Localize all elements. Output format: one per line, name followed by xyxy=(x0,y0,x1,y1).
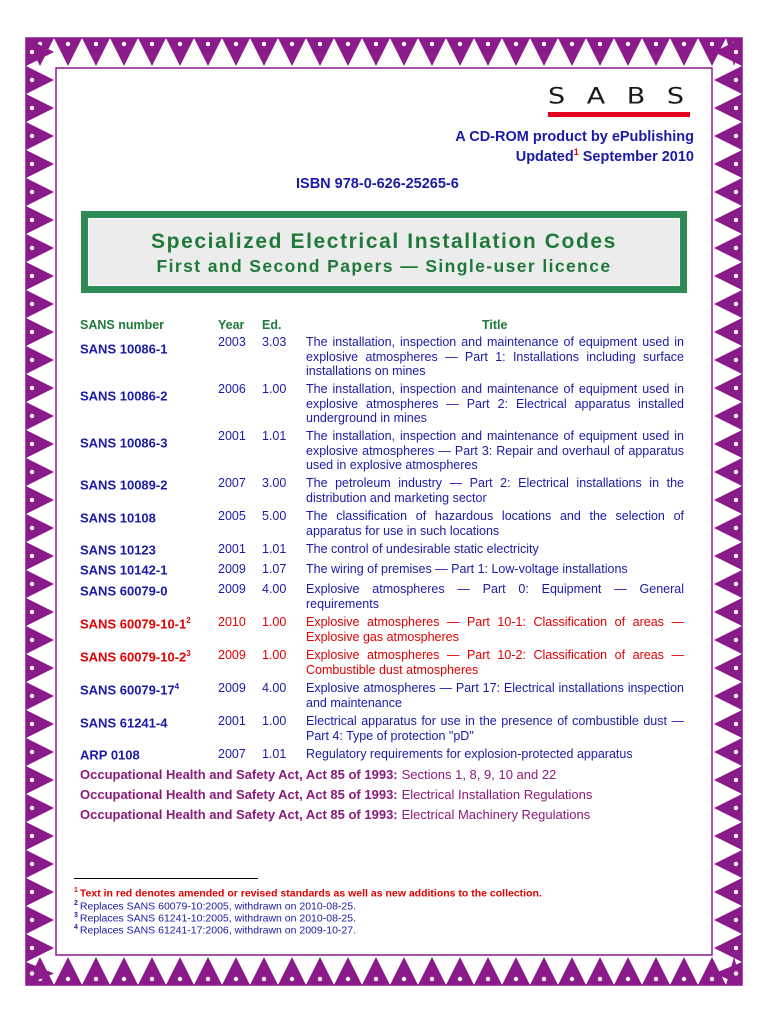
footnote-text: Replaces SANS 61241-17:2006, withdrawn on 2009-10-27. xyxy=(79,924,357,937)
border-dot xyxy=(374,42,378,46)
act-detail: Electrical Installation Regulations xyxy=(401,787,593,802)
border-dot xyxy=(734,722,738,726)
border-dot xyxy=(734,274,738,278)
sans-number-text: SANS 10086-3 xyxy=(80,435,168,451)
border-dot xyxy=(346,977,350,981)
year: 2001 xyxy=(218,542,246,556)
border-dot xyxy=(734,666,738,670)
border-dot xyxy=(734,78,738,82)
act-name: Occupational Health and Safety Act, Act 85 of 1993: xyxy=(80,767,398,782)
edition: 1.00 xyxy=(262,714,287,728)
border-dot xyxy=(262,42,266,46)
standard-title: The petroleum industry — Part 2: Electrical installations in the distribution and marketing sector xyxy=(306,476,684,505)
border-dot xyxy=(654,42,658,46)
border-dot xyxy=(346,42,350,46)
sans-number xyxy=(80,388,167,403)
sans-number-text: SANS 10108 xyxy=(80,510,156,526)
year: 2009 xyxy=(218,648,246,662)
border-dot xyxy=(734,946,738,950)
border-dot xyxy=(30,50,34,54)
border-dot xyxy=(30,610,34,614)
border-dot xyxy=(570,977,574,981)
sabs-logo-bar xyxy=(548,112,690,117)
updated-line xyxy=(516,147,694,165)
standard-title: Regulatory requirements for explosion-protected apparatus xyxy=(306,747,633,761)
border-dot xyxy=(734,750,738,754)
border-dot xyxy=(290,977,294,981)
border-dot xyxy=(514,977,518,981)
standard-title: Explosive atmospheres — Part 10-2: Classification of areas — Combustible dust atmospheres xyxy=(306,648,684,677)
border-dot xyxy=(66,42,70,46)
border-dot xyxy=(734,610,738,614)
border-dot xyxy=(30,666,34,670)
footnote-text: Replaces SANS 61241-10:2005, withdrawn on 2010-08-25. xyxy=(79,912,357,925)
border-dot xyxy=(30,862,34,866)
footnote-4 xyxy=(74,922,356,937)
standard-title: The installation, inspection and maintenance of equipment used in explosive atmospheres — Part 1: Installations including surface installations on mines xyxy=(306,335,684,378)
border-dot xyxy=(458,977,462,981)
sabs-logo xyxy=(548,84,690,117)
act-name: Occupational Health and Safety Act, Act 85 of 1993: xyxy=(80,807,398,822)
updated-prefix: Updated xyxy=(515,148,574,165)
border-dot xyxy=(402,42,406,46)
border-dot xyxy=(30,498,34,502)
publisher-line: A CD-ROM product by ePublishing xyxy=(455,129,694,145)
border-dot xyxy=(318,977,322,981)
border-dot xyxy=(94,977,98,981)
border-dot xyxy=(30,554,34,558)
border-dot xyxy=(234,42,238,46)
sans-number-text: SANS 61241-4 xyxy=(80,715,168,731)
border-dot xyxy=(30,778,34,782)
edition: 1.00 xyxy=(262,382,287,396)
footnote-separator xyxy=(74,878,258,879)
title-box-inner xyxy=(88,218,680,286)
border-dot xyxy=(150,977,154,981)
act-name: Occupational Health and Safety Act, Act 85 of 1993: xyxy=(80,787,398,802)
footnote-mark: 3 xyxy=(74,912,78,919)
border-dot xyxy=(734,971,738,975)
border-dot xyxy=(30,946,34,950)
border-dot xyxy=(30,274,34,278)
border-dot xyxy=(734,806,738,810)
sans-number xyxy=(80,583,167,598)
border-dot xyxy=(542,977,546,981)
border-dot xyxy=(734,190,738,194)
edition: 1.01 xyxy=(262,429,287,443)
border-dot xyxy=(734,302,738,306)
year: 2001 xyxy=(218,714,246,728)
border-dot xyxy=(682,977,686,981)
year: 2006 xyxy=(218,382,246,396)
border-dot xyxy=(30,971,34,975)
border-dot xyxy=(654,977,658,981)
border-dot xyxy=(30,218,34,222)
edition: 1.00 xyxy=(262,648,287,662)
sabs-logo-letters xyxy=(548,84,690,110)
logo-letter: S xyxy=(666,83,690,110)
updated-date: September 2010 xyxy=(578,148,694,165)
collection-subtitle: First and Second Papers — Single-user licence xyxy=(156,256,612,276)
sans-number xyxy=(80,715,167,730)
border-dot xyxy=(486,42,490,46)
sans-number-text: SANS 60079-10-2 xyxy=(80,649,187,665)
footnote-mark: 2 xyxy=(74,900,78,907)
edition: 1.01 xyxy=(262,747,287,761)
border-dot xyxy=(734,386,738,390)
border-dot xyxy=(30,806,34,810)
border-dot xyxy=(178,977,182,981)
border-dot xyxy=(30,162,34,166)
border-dot xyxy=(30,134,34,138)
border-dot xyxy=(30,442,34,446)
standard-title: Explosive atmospheres — Part 17: Electrical installations inspection and maintenance xyxy=(306,681,684,710)
border-dot xyxy=(430,42,434,46)
border-dot xyxy=(734,554,738,558)
border-dot xyxy=(206,42,210,46)
isbn: ISBN 978-0-626-25265-6 xyxy=(296,176,459,192)
year: 2009 xyxy=(218,582,246,596)
footnote-ref: 3 xyxy=(186,649,191,658)
border-dot xyxy=(30,246,34,250)
border-dot xyxy=(734,834,738,838)
act-detail: Electrical Machinery Regulations xyxy=(401,807,591,822)
border-dot xyxy=(734,414,738,418)
sans-number xyxy=(80,682,179,697)
border-dot xyxy=(206,977,210,981)
sans-number-text: SANS 60079-0 xyxy=(80,583,168,599)
border-dot xyxy=(626,977,630,981)
border-dot xyxy=(734,106,738,110)
border-dot xyxy=(710,977,714,981)
border-dot xyxy=(234,977,238,981)
border-dot xyxy=(626,42,630,46)
edition: 1.00 xyxy=(262,615,287,629)
header-year: Year xyxy=(218,318,245,332)
sans-number-text: SANS 10123 xyxy=(80,542,156,558)
sans-number-text: ARP 0108 xyxy=(80,747,140,763)
border-dot xyxy=(682,42,686,46)
footnote-text: Text in red denotes amended or revised standards as well as new additions to the collection. xyxy=(79,887,542,900)
collection-title: Specialized Electrical Installation Codes xyxy=(151,230,617,253)
logo-letter: B xyxy=(626,83,652,110)
sans-number xyxy=(80,616,191,631)
sans-number xyxy=(80,562,167,577)
header-sans-number: SANS number xyxy=(80,318,165,332)
footnote-mark: 1 xyxy=(74,887,78,894)
border-dot xyxy=(570,42,574,46)
border-dot xyxy=(30,750,34,754)
sans-number-text: SANS 10089-2 xyxy=(80,477,168,493)
border-dot xyxy=(94,42,98,46)
year: 2010 xyxy=(218,615,246,629)
border-dot xyxy=(290,42,294,46)
standard-title: Explosive atmospheres — Part 0: Equipment — General requirements xyxy=(306,582,684,611)
footnote-ref: 4 xyxy=(174,682,180,691)
border-dot xyxy=(30,638,34,642)
border-dot xyxy=(514,42,518,46)
edition: 3.03 xyxy=(262,335,287,349)
border-dot xyxy=(542,42,546,46)
edition: 4.00 xyxy=(262,681,287,695)
sans-number xyxy=(80,510,156,525)
border-dot xyxy=(150,42,154,46)
border-dot xyxy=(30,302,34,306)
header-title: Title xyxy=(482,318,508,332)
border-dot xyxy=(734,638,738,642)
sans-number-text: SANS 10086-2 xyxy=(80,388,168,404)
act-row xyxy=(80,807,590,822)
border-dot xyxy=(30,890,34,894)
border-dot xyxy=(734,890,738,894)
border-dot xyxy=(598,42,602,46)
border-dot xyxy=(430,977,434,981)
border-dot xyxy=(30,190,34,194)
act-row xyxy=(80,787,592,802)
border-dot xyxy=(30,526,34,530)
standard-title: The wiring of premises — Part 1: Low-voltage installations xyxy=(306,562,628,576)
edition: 4.00 xyxy=(262,582,287,596)
sans-number xyxy=(80,341,167,356)
border-dot xyxy=(30,330,34,334)
border-dot xyxy=(486,977,490,981)
border-dot xyxy=(30,918,34,922)
border-dot xyxy=(262,977,266,981)
year: 2009 xyxy=(218,681,246,695)
footnote-text: Replaces SANS 60079-10:2005, withdrawn on 2010-08-25. xyxy=(79,900,357,913)
border-dot xyxy=(734,498,738,502)
year: 2003 xyxy=(218,335,246,349)
year: 2007 xyxy=(218,476,246,490)
border-dot xyxy=(734,694,738,698)
border-dot xyxy=(30,470,34,474)
sans-number-text: SANS 60079-10-1 xyxy=(80,616,187,632)
year: 2009 xyxy=(218,562,246,576)
edition: 3.00 xyxy=(262,476,287,490)
year: 2007 xyxy=(218,747,246,761)
border-dot xyxy=(734,50,738,54)
border-dot xyxy=(30,386,34,390)
border-dot xyxy=(734,582,738,586)
border-dot xyxy=(734,442,738,446)
year: 2001 xyxy=(218,429,246,443)
sans-number-text: SANS 10142-1 xyxy=(80,562,168,578)
border-dot xyxy=(734,862,738,866)
border-dot xyxy=(734,470,738,474)
border-dot xyxy=(734,778,738,782)
sans-number-text: SANS 10086-1 xyxy=(80,341,168,357)
border-dot xyxy=(30,834,34,838)
title-box xyxy=(81,211,687,293)
border-dot xyxy=(178,42,182,46)
border-dot xyxy=(30,78,34,82)
year: 2005 xyxy=(218,509,246,523)
border-dot xyxy=(734,526,738,530)
act-row xyxy=(80,767,556,782)
border-dot xyxy=(66,977,70,981)
border-dot xyxy=(374,977,378,981)
border-dot xyxy=(734,918,738,922)
logo-letter: A xyxy=(586,83,612,110)
border-dot xyxy=(318,42,322,46)
standard-title: Electrical apparatus for use in the presence of combustible dust — Part 4: Type of protection "pD" xyxy=(306,714,684,743)
border-dot xyxy=(458,42,462,46)
logo-letter: S xyxy=(548,83,572,110)
footnote-ref-1: 1 xyxy=(573,147,579,157)
border-dot xyxy=(30,722,34,726)
act-detail: Sections 1, 8, 9, 10 and 22 xyxy=(401,767,557,782)
header-edition: Ed. xyxy=(262,318,282,332)
sans-number-text: SANS 60079-17 xyxy=(80,682,175,698)
border-dot xyxy=(734,162,738,166)
border-dot xyxy=(30,358,34,362)
border-dot xyxy=(734,330,738,334)
standard-title: The control of undesirable static electricity xyxy=(306,542,539,556)
border-dot xyxy=(734,218,738,222)
edition: 5.00 xyxy=(262,509,287,523)
border-dot xyxy=(734,246,738,250)
footnote-ref: 2 xyxy=(186,616,191,625)
sans-number xyxy=(80,542,156,557)
border-dot xyxy=(122,42,126,46)
edition: 1.07 xyxy=(262,562,287,576)
edition: 1.01 xyxy=(262,542,287,556)
border-dot xyxy=(734,358,738,362)
sans-number xyxy=(80,747,140,762)
standard-title: Explosive atmospheres — Part 10-1: Classification of areas — Explosive gas atmospheres xyxy=(306,615,684,644)
sans-number xyxy=(80,477,167,492)
standard-title: The classification of hazardous locations and the selection of apparatus for use in such locations xyxy=(306,509,684,538)
footnote-mark: 4 xyxy=(74,924,78,931)
border-dot xyxy=(30,414,34,418)
border-dot xyxy=(30,106,34,110)
standard-title: The installation, inspection and maintenance of equipment used in explosive atmospheres — Part 2: Electrical apparatus installed underground in mines xyxy=(306,382,684,425)
border-dot xyxy=(122,977,126,981)
border-dot xyxy=(598,977,602,981)
border-dot xyxy=(30,694,34,698)
border-dot xyxy=(734,134,738,138)
border-dot xyxy=(402,977,406,981)
sans-number xyxy=(80,435,167,450)
standard-title: The installation, inspection and maintenance of equipment used in explosive atmospheres — Part 3: Repair and overhaul of apparatus used in explosive atmospheres xyxy=(306,429,684,472)
sans-number xyxy=(80,649,191,664)
border-dot xyxy=(710,42,714,46)
border-dot xyxy=(30,582,34,586)
